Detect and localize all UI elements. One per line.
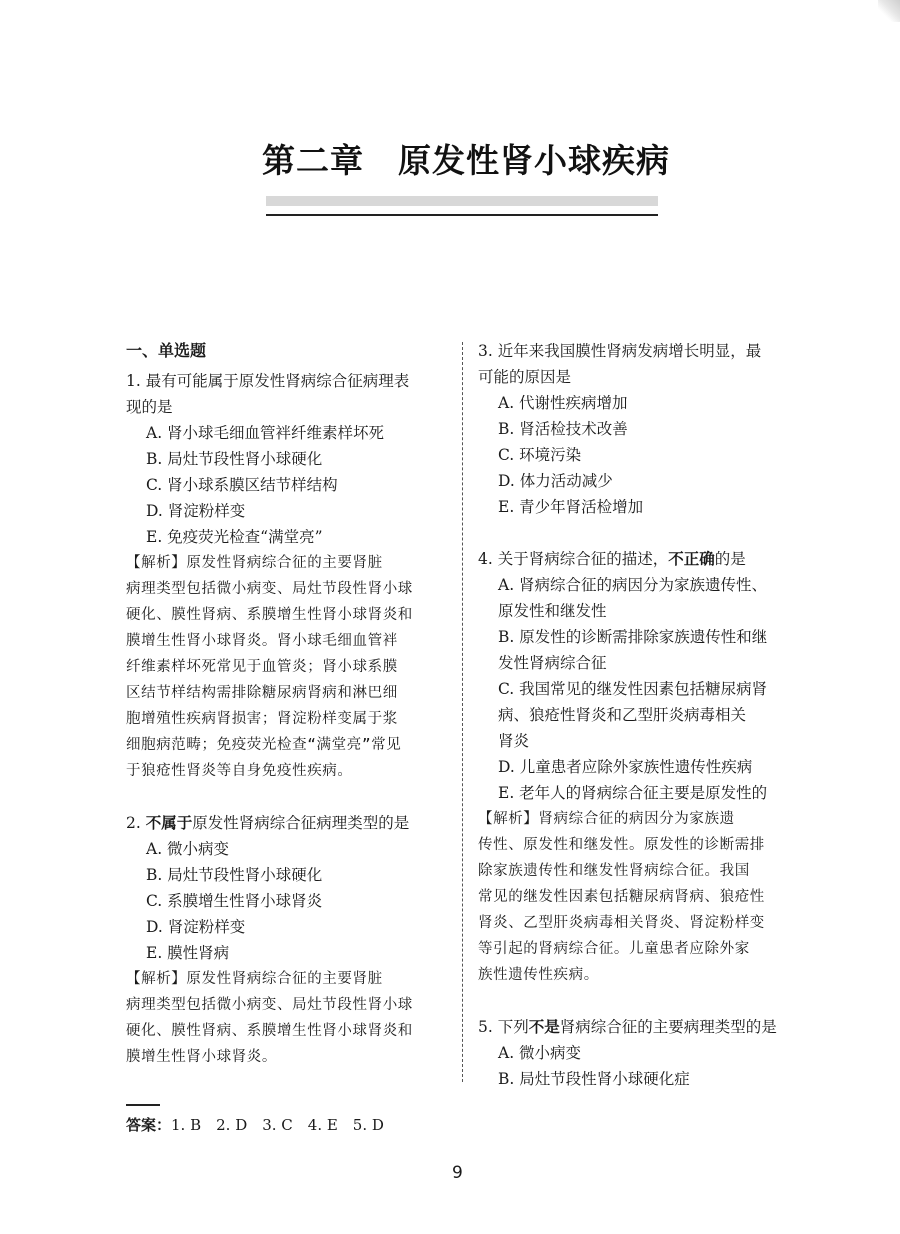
option-c: [126, 888, 446, 914]
option-text: E. 老年人的肾病综合征主要是原发性的: [498, 784, 768, 802]
analysis-line: 区结节样结构需排除糖尿病肾病和淋巴细: [126, 685, 398, 701]
question-2: [126, 810, 446, 1070]
stem-prefix: 5. 下列: [478, 1018, 529, 1036]
question-stem: [126, 368, 446, 420]
analysis-line: 病理类型包括微小病变、局灶节段性肾小球: [126, 581, 413, 597]
analysis-line: 细胞病范畴；免疫荧光检查“满堂亮”常见: [126, 737, 402, 753]
analysis-line: 膜增生性肾小球肾炎。肾小球毛细血管袢: [126, 633, 398, 649]
question-4: [478, 546, 800, 988]
question-stem: [126, 810, 446, 836]
option-c: [478, 442, 800, 468]
option-text: C. 我国常见的继发性因素包括糖尿病肾: [498, 680, 768, 698]
answer-label: 答案：: [126, 1116, 172, 1134]
option-text: B. 局灶节段性肾小球硬化症: [498, 1070, 690, 1088]
option-text: A. 肾病综合征的病因分为家族遗传性、: [498, 576, 768, 594]
analysis-line: 【解析】原发性肾病综合征的主要肾脏: [126, 971, 383, 987]
stem-rest: 的是: [714, 550, 746, 568]
analysis-line: 常见的继发性因素包括糖尿病肾病、狼疮性: [478, 889, 765, 905]
analysis-line: 除家族遗传性和继发性肾病综合征。我国: [478, 863, 750, 879]
option-a: [126, 836, 446, 862]
option-text: B. 局灶节段性肾小球硬化: [146, 450, 323, 468]
question-stem: [478, 338, 800, 390]
option-text: E. 膜性肾病: [146, 944, 230, 962]
analysis: [478, 806, 800, 988]
option-b: [478, 416, 800, 442]
option-b: [478, 1066, 800, 1092]
column-divider: [462, 342, 463, 1082]
option-a: [126, 420, 446, 446]
option-a: [478, 390, 800, 416]
answer-key: [126, 1114, 384, 1135]
option-b: [126, 446, 446, 472]
option-e: [478, 780, 800, 806]
analysis-line: 族性遗传性疾病。: [478, 967, 599, 983]
analysis-line: 【解析】原发性肾病综合征的主要肾脏: [126, 555, 383, 571]
option-text: B. 肾活检技术改善: [498, 420, 628, 438]
option-text: E. 免疫荧光检查“满堂亮”: [146, 528, 323, 546]
option-text: D. 体力活动减少: [498, 472, 613, 490]
analysis: [126, 966, 446, 1070]
stem-emphasis: 不是: [528, 1018, 560, 1036]
stem-line: 1. 最有可能属于原发性肾病综合征病理表: [126, 372, 410, 390]
stem-emphasis: 不属于: [145, 814, 193, 832]
stem-line: 可能的原因是: [478, 368, 572, 386]
analysis-line: 【解析】肾病综合征的病因分为家族遗: [478, 811, 735, 827]
option-b: [478, 624, 800, 676]
answer-rule: [126, 1104, 160, 1106]
option-text: A. 微小病变: [146, 840, 230, 858]
option-text: A. 微小病变: [498, 1044, 582, 1062]
analysis-line: 膜增生性肾小球肾炎。: [126, 1049, 277, 1065]
option-text: C. 肾小球系膜区结节样结构: [146, 476, 338, 494]
option-text: C. 系膜增生性肾小球肾炎: [146, 892, 323, 910]
section-title: 一、单选题: [126, 341, 207, 360]
option-c: [478, 676, 800, 754]
analysis-line: 胞增殖性疾病肾损害；肾淀粉样变属于浆: [126, 711, 398, 727]
option-b: [126, 862, 446, 888]
analysis-line: 于狼疮性肾炎等自身免疫性疾病。: [126, 763, 353, 779]
question-stem: [478, 1014, 800, 1040]
title-decor-bar: [266, 196, 658, 206]
stem-prefix: 2.: [126, 814, 146, 832]
analysis-line: 硬化、膜性肾病、系膜增生性肾小球肾炎和: [126, 607, 413, 623]
option-text: E. 青少年肾活检增加: [498, 498, 644, 516]
page-corner-shadow: [878, 0, 900, 22]
chapter-title: 第二章 原发性肾小球疾病: [262, 141, 670, 180]
option-text: 病、狼疮性肾炎和乙型肝炎病毒相关: [498, 706, 747, 724]
question-5: [478, 1014, 800, 1092]
stem-line: 现的是: [126, 398, 173, 416]
option-text: D. 儿童患者应除外家族性遗传性疾病: [498, 758, 753, 776]
option-text: 原发性和继发性: [498, 602, 607, 620]
option-d: [126, 914, 446, 940]
option-e: [478, 494, 800, 520]
analysis-line: 肾炎、乙型肝炎病毒相关肾炎、肾淀粉样变: [478, 915, 765, 931]
analysis-line: 纤维素样坏死常见于血管炎；肾小球系膜: [126, 659, 398, 675]
option-e: [126, 940, 446, 966]
question-1: [126, 368, 446, 784]
stem-line: 3. 近年来我国膜性肾病发病增长明显，最: [478, 342, 762, 360]
option-text: B. 原发性的诊断需排除家族遗传性和继: [498, 628, 768, 646]
stem-rest: 原发性肾病综合征病理类型的是: [192, 814, 410, 832]
option-text: D. 肾淀粉样变: [146, 918, 246, 936]
option-text: A. 肾小球毛细血管袢纤维素样坏死: [146, 424, 385, 442]
option-d: [478, 468, 800, 494]
option-a: [478, 1040, 800, 1066]
question-3: [478, 338, 800, 520]
stem-prefix: 4. 关于肾病综合征的描述，: [478, 550, 669, 568]
option-d: [126, 498, 446, 524]
option-text: B. 局灶节段性肾小球硬化: [146, 866, 323, 884]
analysis-line: 等引起的肾病综合征。儿童患者应除外家: [478, 941, 750, 957]
page-number: 9: [452, 1163, 463, 1183]
option-a: [478, 572, 800, 624]
analysis-line: 病理类型包括微小病变、局灶节段性肾小球: [126, 997, 413, 1013]
question-stem: [478, 546, 800, 572]
option-text: 发性肾病综合征: [498, 654, 607, 672]
option-text: A. 代谢性疾病增加: [498, 394, 628, 412]
option-text: 肾炎: [498, 732, 530, 750]
stem-emphasis: 不正确: [668, 550, 715, 568]
analysis-line: 硬化、膜性肾病、系膜增生性肾小球肾炎和: [126, 1023, 413, 1039]
right-column: [478, 338, 800, 1118]
option-c: [126, 472, 446, 498]
analysis-line: 传性、原发性和继发性。原发性的诊断需排: [478, 837, 765, 853]
option-text: C. 环境污染: [498, 446, 582, 464]
option-d: [478, 754, 800, 780]
answer-text: 1. B 2. D 3. C 4. E 5. D: [171, 1116, 384, 1134]
analysis: [126, 550, 446, 784]
title-rule: [266, 214, 658, 216]
option-text: D. 肾淀粉样变: [146, 502, 246, 520]
left-column: [126, 338, 446, 1096]
stem-rest: 肾病综合征的主要病理类型的是: [559, 1018, 777, 1036]
option-e: [126, 524, 446, 550]
